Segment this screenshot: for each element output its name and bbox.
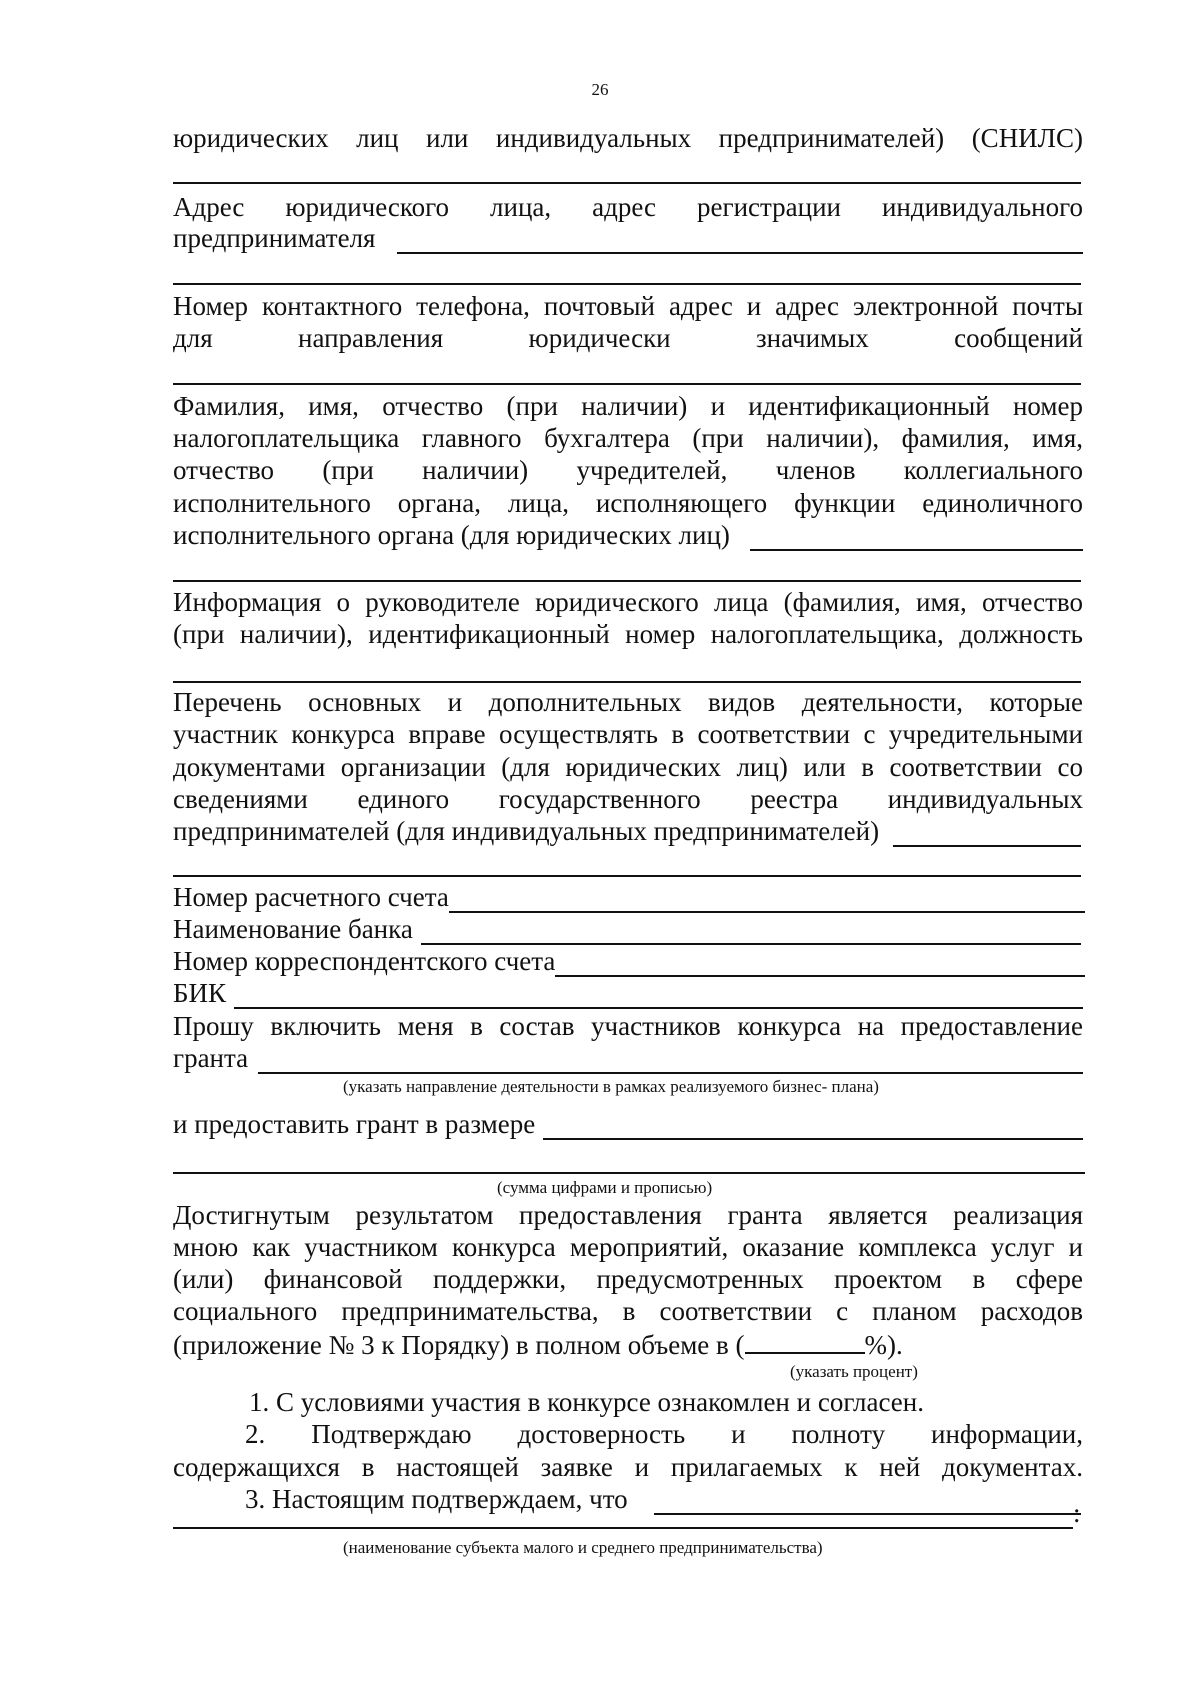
fill-line-founders[interactable] bbox=[173, 580, 1081, 582]
text-line: исполнительного органа (для юридических лиц) bbox=[173, 520, 730, 550]
bank-field-row bbox=[173, 913, 1081, 945]
text-line: Информация о руководителе юридического лица (фамилия, имя, отчество bbox=[173, 587, 1083, 617]
text-line: 1. С условиями участия в конкурсе ознакомлен и согласен. bbox=[249, 1387, 924, 1417]
text-line: Достигнутым результатом предоставления гранта является реализация bbox=[173, 1200, 1083, 1230]
corr-account-label: Номер корреспондентского счета bbox=[173, 946, 556, 976]
caption-amount: (сумма цифрами и прописью) bbox=[497, 1178, 713, 1197]
caption-percent: (указать процент) bbox=[790, 1362, 918, 1381]
activities-field-row bbox=[173, 815, 1081, 847]
text-line: предпринимателя bbox=[173, 223, 376, 253]
text-line: отчество (при наличии) учредителей, членов коллегиального bbox=[173, 455, 1083, 485]
activities-fill-line[interactable] bbox=[893, 821, 1081, 847]
text-line: содержащихся в настоящей заявке и прилагаемых к ней документах. bbox=[173, 1452, 1083, 1482]
text-line: Фамилия, имя, отчество (при наличии) и идентификационный номер bbox=[173, 391, 1083, 421]
bik-field-row bbox=[173, 977, 1083, 1009]
text-line: исполнительного органа, лица, исполняющего функции единоличного bbox=[173, 488, 1083, 518]
text-line: Адрес юридического лица, адрес регистрации индивидуального bbox=[173, 192, 1083, 222]
text-line: юридических лиц или индивидуальных предпринимателей) (СНИЛС) bbox=[173, 123, 1083, 153]
text-line: 3. Настоящим подтверждаем, что bbox=[245, 1484, 628, 1514]
text-line: Прошу включить меня в состав участников конкурса на предоставление bbox=[173, 1011, 1083, 1041]
fill-line-snils[interactable] bbox=[173, 182, 1081, 184]
grant-field-row bbox=[173, 1042, 1083, 1074]
text-line: (приложение № 3 к Порядку) в полном объеме в ( bbox=[173, 1330, 745, 1360]
fill-line-head[interactable] bbox=[173, 681, 1081, 683]
text-line: предпринимателей (для индивидуальных предпринимателей) bbox=[173, 816, 880, 846]
text-line: мною как участником конкурса мероприятий, оказание комплекса услуг и bbox=[173, 1232, 1083, 1262]
amount-field-row bbox=[173, 1108, 1083, 1140]
account-field-row bbox=[173, 881, 1085, 913]
address-field-row bbox=[173, 222, 1083, 254]
corr-account-field-row bbox=[173, 945, 1085, 977]
text-line: Номер контактного телефона, почтовый адрес и адрес электронной почты bbox=[173, 291, 1083, 321]
caption-entity: (наименование субъекта малого и среднего предпринимательства) bbox=[343, 1538, 823, 1557]
text-line: Перечень основных и дополнительных видов деятельности, которые bbox=[173, 687, 1083, 717]
corr-account-field[interactable] bbox=[555, 951, 1085, 977]
founders-field-row bbox=[173, 519, 1083, 551]
text-line: для направления юридически значимых сообщений bbox=[173, 323, 1083, 353]
bik-field[interactable] bbox=[234, 983, 1083, 1009]
text-line: (или) финансовой поддержки, предусмотренных проектом в сфере bbox=[173, 1264, 1083, 1294]
fill-line-address[interactable] bbox=[173, 283, 1081, 285]
account-number-field[interactable] bbox=[449, 887, 1085, 913]
percent-field[interactable] bbox=[745, 1328, 865, 1354]
bik-label: БИК bbox=[173, 978, 227, 1008]
grant-activity-field[interactable] bbox=[258, 1048, 1083, 1074]
colon-mark: : bbox=[1073, 1498, 1081, 1528]
fill-line-amount[interactable] bbox=[173, 1172, 1085, 1174]
text-line: социального предпринимательства, в соответствии с планом расходов bbox=[173, 1296, 1083, 1326]
address-fill-line[interactable] bbox=[397, 228, 1083, 254]
bank-name-field[interactable] bbox=[421, 919, 1081, 945]
text-line: сведениями единого государственного реестра индивидуальных bbox=[173, 784, 1083, 814]
grant-amount-field[interactable] bbox=[543, 1114, 1083, 1140]
text-line: налогоплательщика главного бухгалтера (при наличии), фамилия, имя, bbox=[173, 423, 1083, 453]
caption-activity: (указать направление деятельности в рамках реализуемого бизнес- плана) bbox=[343, 1077, 879, 1096]
fill-line-activities[interactable] bbox=[173, 875, 1081, 877]
percent-line bbox=[173, 1328, 1083, 1360]
founders-fill-line[interactable] bbox=[750, 525, 1083, 551]
text-line: участник конкурса вправе осуществлять в соответствии с учредительными bbox=[173, 719, 1083, 749]
bank-name-label: Наименование банка bbox=[173, 914, 413, 944]
text-line: %). bbox=[864, 1330, 903, 1360]
confirm-fill-line[interactable] bbox=[654, 1489, 1081, 1515]
text-line: гранта bbox=[173, 1043, 249, 1073]
page-number: 26 bbox=[591, 80, 609, 99]
confirm-field-row bbox=[173, 1483, 1081, 1515]
text-line: и предоставить грант в размере bbox=[173, 1109, 536, 1139]
fill-line-entity[interactable] bbox=[173, 1527, 1073, 1529]
text-line: 2. Подтверждаю достоверность и полноту информации, bbox=[245, 1419, 1083, 1449]
text-line: документами организации (для юридических лиц) или в соответствии со bbox=[173, 752, 1083, 782]
text-line: (при наличии), идентификационный номер налогоплательщика, должность bbox=[173, 619, 1083, 649]
fill-line-contacts[interactable] bbox=[173, 383, 1081, 385]
account-number-label: Номер расчетного счета bbox=[173, 882, 449, 912]
